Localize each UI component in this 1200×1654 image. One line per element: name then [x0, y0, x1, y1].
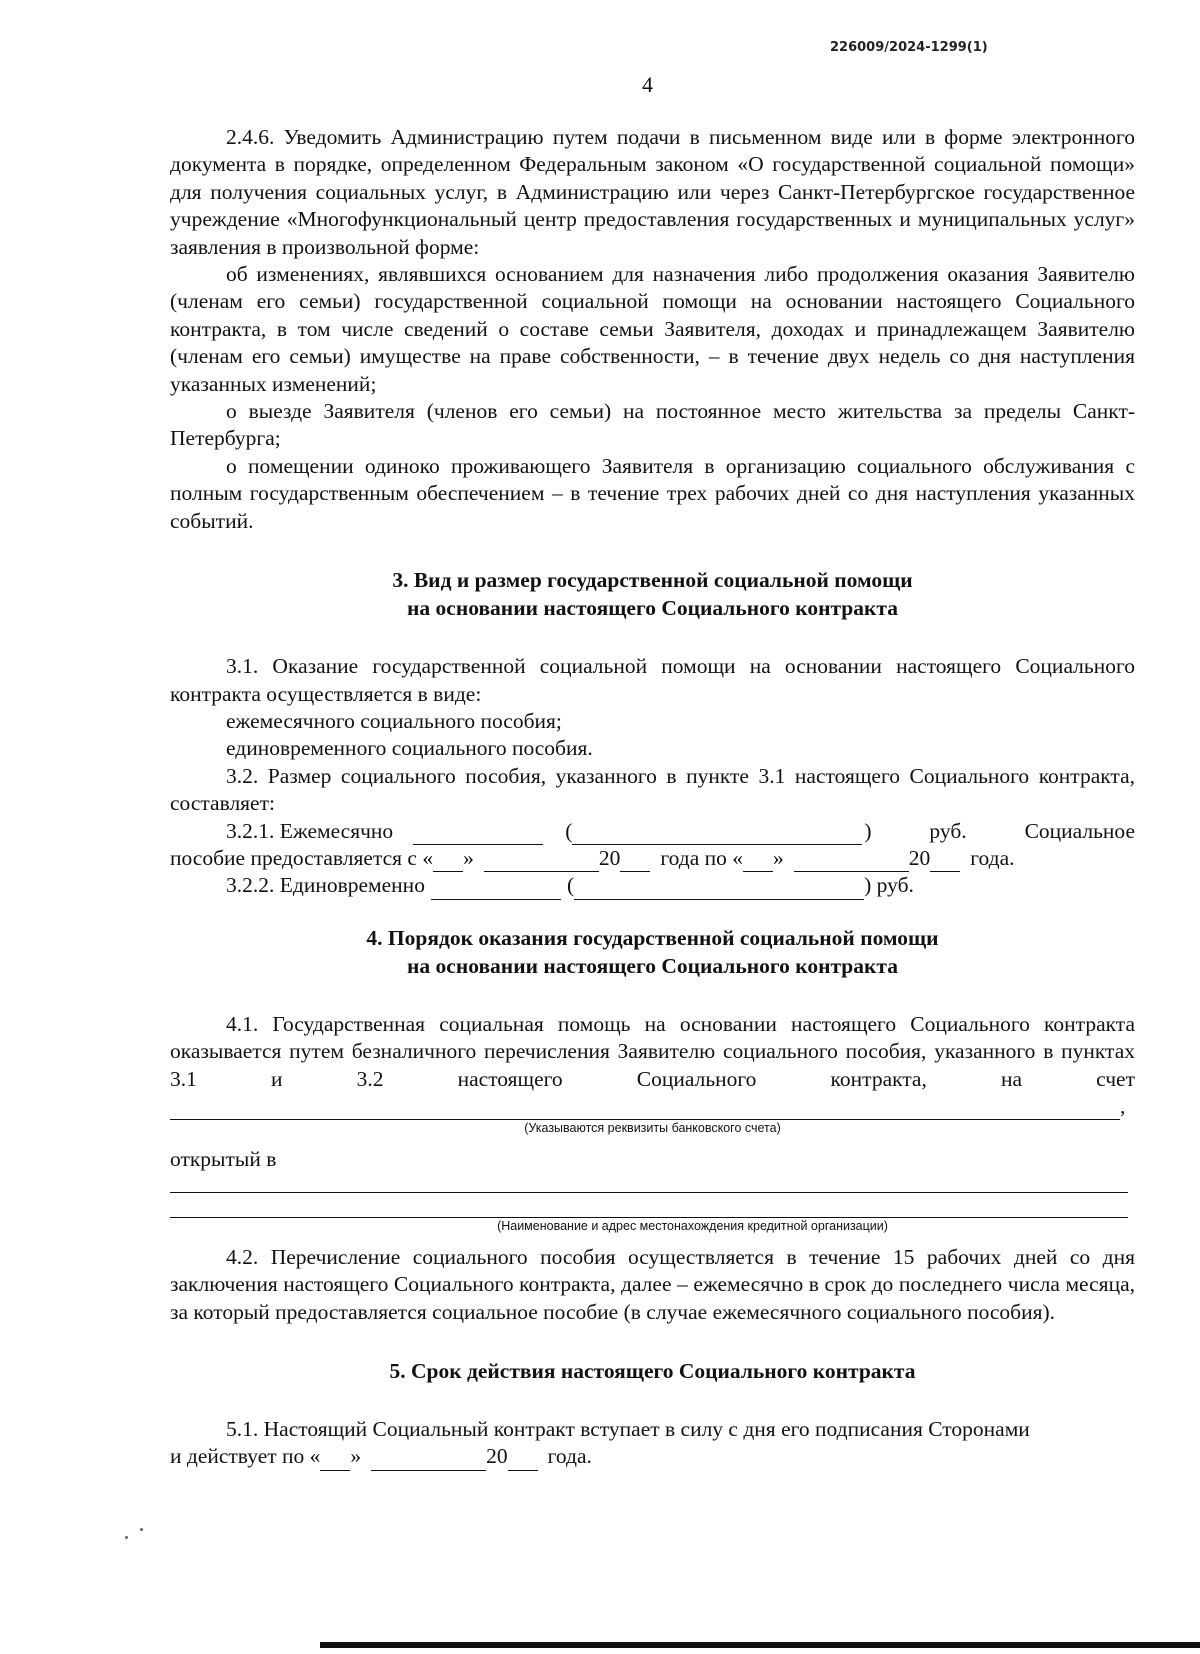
year-suffix: года.: [970, 845, 1015, 870]
clause-3-1-option-monthly: ежемесячного социального пособия;: [226, 708, 562, 733]
term-year-suffix: года.: [547, 1444, 592, 1469]
clause-3-2-2-label: 3.2.2. Единовременно: [226, 873, 425, 898]
clause-4-1: 4.1. Государственная социальная помощь на основании настоящего Социального контракта оказывается путем безналичного перечисления Заявителю социального пособия, указанного в пунктах 3.1 и 3.2 настоящего Социального контракта, на счет: [170, 1011, 1135, 1091]
section-4-heading-line-1: 4. Порядок оказания государственной социальной помощи: [366, 925, 939, 950]
end-month-field[interactable]: [794, 851, 909, 872]
monthly-amount-words-field[interactable]: [572, 824, 862, 845]
clause-3-2-1-label: 3.2.1. Ежемесячно: [226, 818, 394, 843]
term-century: 20: [486, 1444, 508, 1469]
monthly-amount-field[interactable]: [413, 824, 543, 845]
term-day-field[interactable]: [320, 1450, 350, 1471]
start-day-field[interactable]: [433, 851, 463, 872]
term-month-field[interactable]: [371, 1450, 486, 1471]
credit-org-field-line-2[interactable]: [170, 1193, 1128, 1218]
term-year-field[interactable]: [508, 1450, 538, 1471]
document-id: 226009/2024-1299(1): [830, 40, 988, 55]
clause-5-1-term: [170, 1443, 1135, 1470]
scan-bottom-edge: [320, 1642, 1200, 1648]
clause-2-4-6: 2.4.6. Уведомить Администрацию путем подачи в письменном виде или в форме электронного документа в порядке, определенном Федеральным законом «О государственной социальной помощи» для получения социальных услуг, в Администрацию или через Санкт-Петербургское государственное учреждение «Многофункциональный центр предоставления государственных и муниципальных услуг» заявления в произвольной форме:: [170, 125, 1135, 259]
opened-in-label: открытый в: [170, 1147, 277, 1172]
bank-account-caption: (Указываются реквизиты банковского счета): [524, 1121, 781, 1136]
clause-3-2-1: 3.2.1. Ежемесячно ( ) руб. Социальное: [170, 818, 1135, 845]
section-3-heading-line-1: 3. Вид и размер государственной социальной помощи: [392, 568, 913, 593]
period-start-prefix: пособие предоставляется с «: [170, 845, 434, 870]
clause-3-2-1-period: [170, 845, 1135, 872]
section-4-heading-line-2: на основании настоящего Социального контракта: [407, 953, 898, 978]
clause-4-2: 4.2. Перечисление социального пособия осуществляется в течение 15 рабочих дней со дня заключения настоящего Социального контракта, далее – ежемесячно в срок до последнего числа месяца, за который предоставляется социальное пособие (в случае ежемесячного социального пособия).: [170, 1244, 1135, 1324]
comma: ,: [1120, 1093, 1126, 1118]
section-5-heading: 5. Срок действия настоящего Социального контракта: [389, 1359, 916, 1383]
end-century: 20: [908, 845, 931, 870]
lump-sum-amount-field[interactable]: [431, 879, 561, 900]
clause-5-1: 5.1. Настоящий Социальный контракт вступает в силу с дня его подписания Сторонами: [226, 1417, 1030, 1441]
lump-sum-words-field[interactable]: [574, 879, 864, 900]
start-month-field[interactable]: [484, 851, 599, 872]
credit-org-field-line-1[interactable]: [170, 1174, 1128, 1193]
start-year-field[interactable]: [620, 851, 650, 872]
clause-2-4-6-item-1: об изменениях, являвшихся основанием для назначения либо продолжения оказания Заявителю (членам его семьи) государственной социальной помощи на основании настоящего Социального контракта, в том числе сведений о составе семьи Заявителя, доходах и принадлежащем Заявителю (членам его семьи) имуществе на праве собственности, – в течение двух недель со дня наступления указанных изменений;: [170, 262, 1135, 396]
bank-account-field[interactable]: [170, 1095, 1120, 1120]
term-quote-close: »: [350, 1444, 362, 1469]
end-year-field[interactable]: [930, 851, 960, 872]
scan-artifact: [125, 1536, 128, 1539]
period-end-prefix: года по «: [660, 845, 743, 870]
quote-close: »: [463, 845, 474, 870]
clause-3-2-2: 3.2.2. Единовременно ( ) руб.: [170, 872, 1135, 899]
section-3-heading-line-2: на основании настоящего Социального контракта: [407, 596, 898, 621]
end-day-field[interactable]: [743, 851, 773, 872]
clause-3-2-1-rub: ) руб. Социальное: [864, 818, 1135, 843]
clause-3-1-option-lump-sum: единовременного социального пособия.: [226, 736, 593, 761]
document-body: [170, 124, 1135, 1471]
credit-org-caption: (Наименование и адрес местонахождения кредитной организации): [497, 1218, 888, 1233]
quote-close-2: »: [773, 845, 784, 870]
clause-2-4-6-item-2: о выезде Заявителя (членов его семьи) на постоянное место жительства за пределы Санкт-Петербурга;: [170, 399, 1135, 451]
page-number: 4: [642, 72, 653, 97]
start-century: 20: [598, 845, 621, 870]
clause-3-2-2-rub: ) руб.: [864, 873, 914, 898]
clause-3-2: 3.2. Размер социального пособия, указанного в пункте 3.1 настоящего Социального контракта, составляет:: [170, 763, 1135, 816]
scan-artifact: [140, 1528, 143, 1531]
clause-3-1: 3.1. Оказание государственной социальной помощи на основании настоящего Социального контракта осуществляется в виде:: [170, 654, 1135, 706]
term-prefix: и действует по «: [170, 1444, 321, 1469]
clause-2-4-6-item-3: о помещении одиноко проживающего Заявителя в организацию социального обслуживания с полным государственным обеспечением – в течение трех рабочих дней со дня наступления указанных событий.: [170, 453, 1135, 533]
